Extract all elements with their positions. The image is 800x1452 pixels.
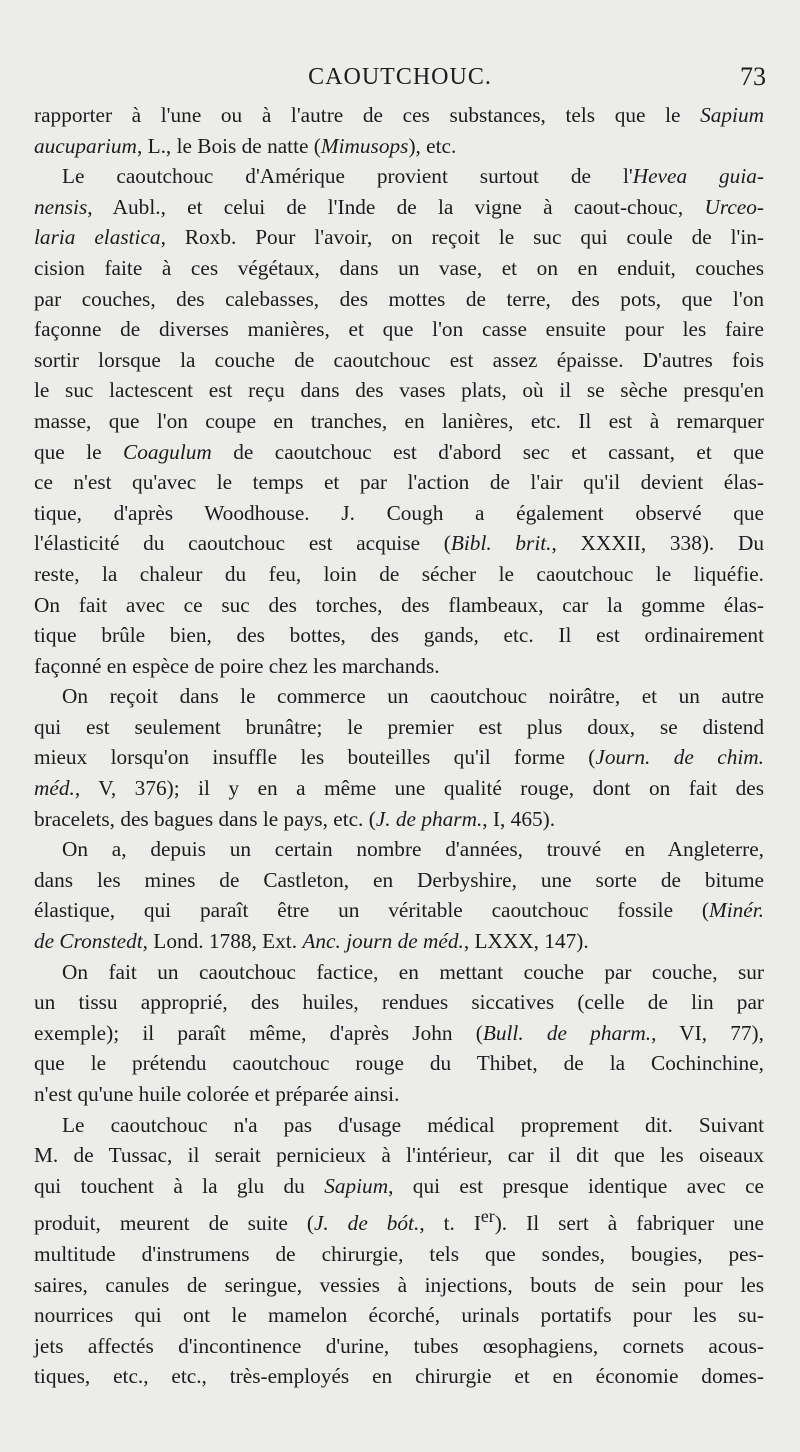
text-line: de Cronstedt, Lond. 1788, Ext. Anc. journ de méd., LXXX, 147). [34, 929, 589, 954]
text-line: dans les mines de Castleton, en Derbyshire, une sorte de bitume [34, 867, 764, 892]
text-line: Le caoutchouc n'a pas d'usage médical proprement dit. Suivant [62, 1112, 764, 1137]
text-line: ce n'est qu'avec le temps et par l'action de l'air qu'il devient élas- [34, 470, 764, 495]
text-line: Le caoutchouc d'Amérique provient surtout de l'Hevea guia- [62, 164, 764, 189]
page-header [0, 62, 800, 96]
text-line: masse, que l'on coupe en tranches, en lanières, etc. Il est à remarquer [34, 408, 764, 433]
text-line: par couches, des calebasses, des mottes de terre, des pots, que l'on [34, 286, 764, 311]
text-line: mieux lorsqu'on insuffle les bouteilles qu'il forme (Journ. de chim. [34, 745, 764, 770]
body-text [34, 100, 764, 1392]
text-line: multitude d'instrumens de chirurgie, tels que sondes, bougies, pes- [34, 1242, 764, 1267]
text-line: un tissu approprié, des huiles, rendues siccatives (celle de lin par [34, 990, 764, 1015]
text-line: On fait un caoutchouc factice, en mettant couche par couche, sur [62, 959, 764, 984]
text-line: méd., V, 376); il y en a même une qualité rouge, dont on fait des [34, 776, 764, 801]
text-line: le suc lactescent est reçu dans des vases plats, où il se sèche presqu'en [34, 378, 764, 403]
text-line: façonné en espèce de poire chez les marchands. [34, 653, 440, 678]
text-line: On a, depuis un certain nombre d'années, trouvé en Angleterre, [62, 837, 764, 862]
text-line: n'est qu'une huile colorée et préparée ainsi. [34, 1082, 400, 1106]
text-line: rapporter à l'une ou à l'autre de ces substances, tels que le Sapium [34, 103, 764, 127]
text-line: cision faite à ces végétaux, dans un vase, et on en enduit, couches [34, 255, 764, 280]
text-line: qui est seulement brunâtre; le premier est plus doux, se distend [34, 714, 764, 739]
text-line: laria elastica, Roxb. Pour l'avoir, on reçoit le suc qui coule de l'in- [34, 225, 765, 250]
page-number: 73 [740, 62, 766, 91]
text-line: produit, meurent de suite (J. de bót., t. Ier). Il sert à fabriquer une [34, 1206, 764, 1236]
running-title: CAOUTCHOUC. [308, 64, 492, 90]
text-line: nourrices qui ont le mamelon écorché, urinals portatifs pour les su- [34, 1303, 764, 1328]
text-line: nensis, Aubl., et celui de l'Inde de la vigne à caout-chouc, Urceo- [34, 194, 764, 219]
text-line: reste, la chaleur du feu, loin de sécher le caoutchouc le liquéfie. [34, 561, 764, 586]
text-line: élastique, qui paraît être un véritable caoutchouc fossile (Minér. [34, 898, 764, 923]
text-line: que le Coagulum de caoutchouc est d'abord sec et cassant, et que [34, 439, 764, 464]
text-line: tiques, etc., etc., très-employés en chirurgie et en économie domes- [34, 1364, 764, 1389]
text-line: qui touchent à la glu du Sapium, qui est presque identique avec ce [34, 1173, 764, 1198]
text-line: tique brûle bien, des bottes, des gands, etc. Il est ordinairement [34, 623, 764, 648]
text-line: que le prétendu caoutchouc rouge du Thibet, de la Cochinchine, [34, 1051, 764, 1076]
text-line: tique, d'après Woodhouse. J. Cough a également observé que [34, 500, 764, 525]
text-line: bracelets, des bagues dans le pays, etc. (J. de pharm., I, 465). [34, 806, 556, 831]
text-line: façonne de diverses manières, et que l'on casse ensuite pour les faire [34, 317, 764, 342]
text-line: l'élasticité du caoutchouc est acquise (Bibl. brit., XXXII, 338). Du [34, 531, 764, 556]
text-line: jets affectés d'incontinence d'urine, tubes œsophagiens, cornets acous- [34, 1333, 764, 1358]
text-line: saires, canules de seringue, vessies à injections, bouts de sein pour les [34, 1272, 764, 1297]
text-line: sortir lorsque la couche de caoutchouc est assez épaisse. D'autres fois [34, 347, 764, 372]
text-line: On fait avec ce suc des torches, des flambeaux, car la gomme élas- [34, 592, 764, 617]
text-line: exemple); il paraît même, d'après John (Bull. de pharm., VI, 77), [34, 1020, 764, 1045]
text-line: M. de Tussac, il serait pernicieux à l'intérieur, car il dit que les oiseaux [34, 1143, 764, 1168]
text-line: On reçoit dans le commerce un caoutchouc noirâtre, et un autre [62, 684, 764, 709]
text-line: aucuparium, L., le Bois de natte (Mimusops), etc. [34, 133, 457, 158]
